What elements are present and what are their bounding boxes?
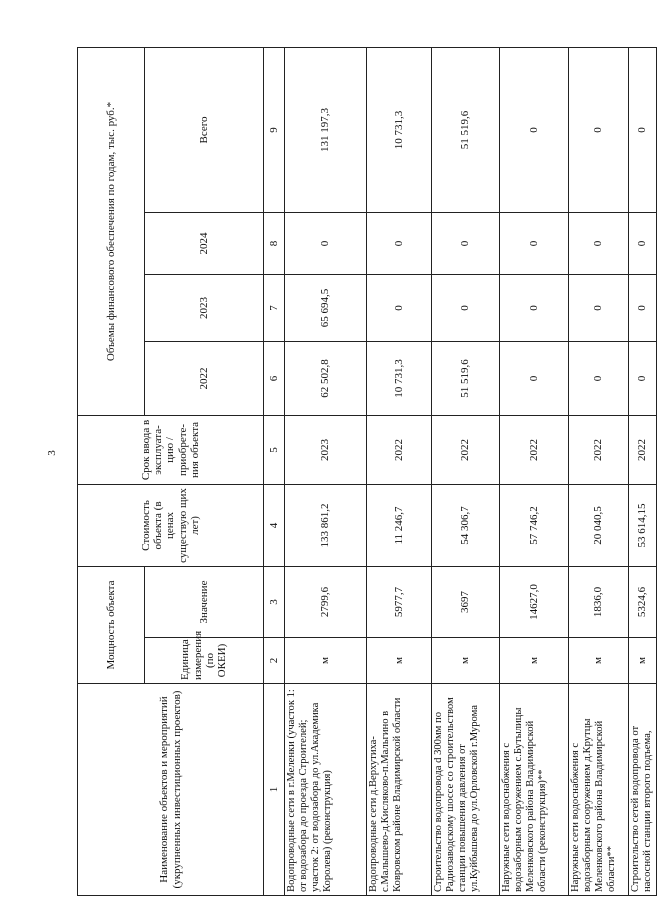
page-number: 3 <box>46 450 58 456</box>
col-number: 2 <box>264 638 285 684</box>
capacity-value-cell: 5977,7 <box>367 566 432 637</box>
header-funding: Объемы финансового обеспечения по годам, тыс. руб.* <box>78 47 145 415</box>
y2024-cell: 0 <box>569 212 629 274</box>
term-cell: 2023 <box>285 415 367 484</box>
col-number: 8 <box>264 212 285 274</box>
header-commissioning: Срок ввода в эксплуата- цию / приобрете- ния объекта <box>78 415 264 484</box>
y2024-cell: 0 <box>367 212 432 274</box>
unit-cell: м <box>500 638 569 684</box>
total-cell: 10 731,3 <box>367 47 432 212</box>
term-cell: 2022 <box>367 415 432 484</box>
y2023-cell: 0 <box>367 274 432 341</box>
investment-table <box>77 47 657 896</box>
header-cost: Стоимость объекта (в ценах существую щих лет) <box>78 484 264 566</box>
term-cell: 2022 <box>569 415 629 484</box>
object-name: Наружные сети водоснабжения с водозаборным сооружением с.Бутылицы Меленковского района Владимирской области (реконструкция)** <box>500 684 569 896</box>
y2022-cell: 10 731,3 <box>367 341 432 415</box>
table-row <box>500 47 569 895</box>
y2023-cell: 0 <box>432 274 500 341</box>
column-numbers-row <box>264 47 285 895</box>
y2022-cell: 0 <box>569 341 629 415</box>
table-row <box>285 47 367 895</box>
col-number: 6 <box>264 341 285 415</box>
header-total: Всего <box>145 47 264 212</box>
capacity-value-cell: 14627,0 <box>500 566 569 637</box>
cost-cell: 133 861,2 <box>285 484 367 566</box>
header-2022: 2022 <box>145 341 264 415</box>
cost-cell: 11 246,7 <box>367 484 432 566</box>
unit-cell: м <box>367 638 432 684</box>
y2023-cell: 0 <box>629 274 657 341</box>
table-row <box>569 47 629 895</box>
cost-cell: 54 306,7 <box>432 484 500 566</box>
y2022-cell: 62 502,8 <box>285 341 367 415</box>
capacity-value-cell: 5324,6 <box>629 566 657 637</box>
total-cell: 0 <box>500 47 569 212</box>
col-number: 5 <box>264 415 285 484</box>
col-number: 7 <box>264 274 285 341</box>
capacity-value-cell: 2799,6 <box>285 566 367 637</box>
y2024-cell: 0 <box>432 212 500 274</box>
unit-cell: м <box>285 638 367 684</box>
object-name: Наружные сети водоснабжения с водозаборным сооружением д.Крутцы Меленковского района Владимирской области** <box>569 684 629 896</box>
y2023-cell: 65 694,5 <box>285 274 367 341</box>
unit-cell: м <box>629 638 657 684</box>
col-number: 4 <box>264 484 285 566</box>
header-name: Наименование объектов и мероприятий (укрупненных инвестиционных проектов) <box>78 684 264 896</box>
y2022-cell: 0 <box>500 341 569 415</box>
term-cell: 2022 <box>432 415 500 484</box>
col-number: 9 <box>264 47 285 212</box>
object-name: Строительство водопровода d 300мм по Радиозаводскому шоссе со строительством станции повышения давления от ул.Куйбышева до ул.Орловской г.Мурома <box>432 684 500 896</box>
capacity-value-cell: 1836,0 <box>569 566 629 637</box>
y2024-cell: 0 <box>285 212 367 274</box>
y2024-cell: 0 <box>500 212 569 274</box>
unit-cell: м <box>569 638 629 684</box>
y2022-cell: 51 519,6 <box>432 341 500 415</box>
y2024-cell: 0 <box>629 212 657 274</box>
rotated-table-wrapper <box>77 48 653 896</box>
header-2023: 2023 <box>145 274 264 341</box>
term-cell: 2022 <box>500 415 569 484</box>
total-cell: 131 197,3 <box>285 47 367 212</box>
header-unit: Единица измерения (по ОКЕИ) <box>145 638 264 684</box>
cost-cell: 20 040,5 <box>569 484 629 566</box>
header-2024: 2024 <box>145 212 264 274</box>
table-row <box>367 47 432 895</box>
header-value: Значение <box>145 566 264 637</box>
cost-cell: 53 614,15 <box>629 484 657 566</box>
y2023-cell: 0 <box>500 274 569 341</box>
object-name: Строительство сетей водопровода от насосной станции второго подъема, <box>629 684 657 896</box>
table-row <box>629 47 657 895</box>
col-number: 3 <box>264 566 285 637</box>
col-number: 1 <box>264 684 285 896</box>
unit-cell: м <box>432 638 500 684</box>
object-name: Водопроводные сети д.Верхутиха-с.Малышево-д.Кисляково-п.Мальгино в Ковровском районе Владимирской области <box>367 684 432 896</box>
total-cell: 51 519,6 <box>432 47 500 212</box>
header-row-1 <box>78 47 145 895</box>
header-capacity: Мощность объекта <box>78 566 145 683</box>
y2023-cell: 0 <box>569 274 629 341</box>
cost-cell: 57 746,2 <box>500 484 569 566</box>
object-name: Водопроводные сети в г.Меленки (участок 1: от водозабора до проезда Строителей; участок 2: от водозабора до ул.Академика Королева) (реконструкция) <box>285 684 367 896</box>
total-cell: 0 <box>629 47 657 212</box>
y2022-cell: 0 <box>629 341 657 415</box>
term-cell: 2022 <box>629 415 657 484</box>
total-cell: 0 <box>569 47 629 212</box>
capacity-value-cell: 3697 <box>432 566 500 637</box>
table-row <box>432 47 500 895</box>
